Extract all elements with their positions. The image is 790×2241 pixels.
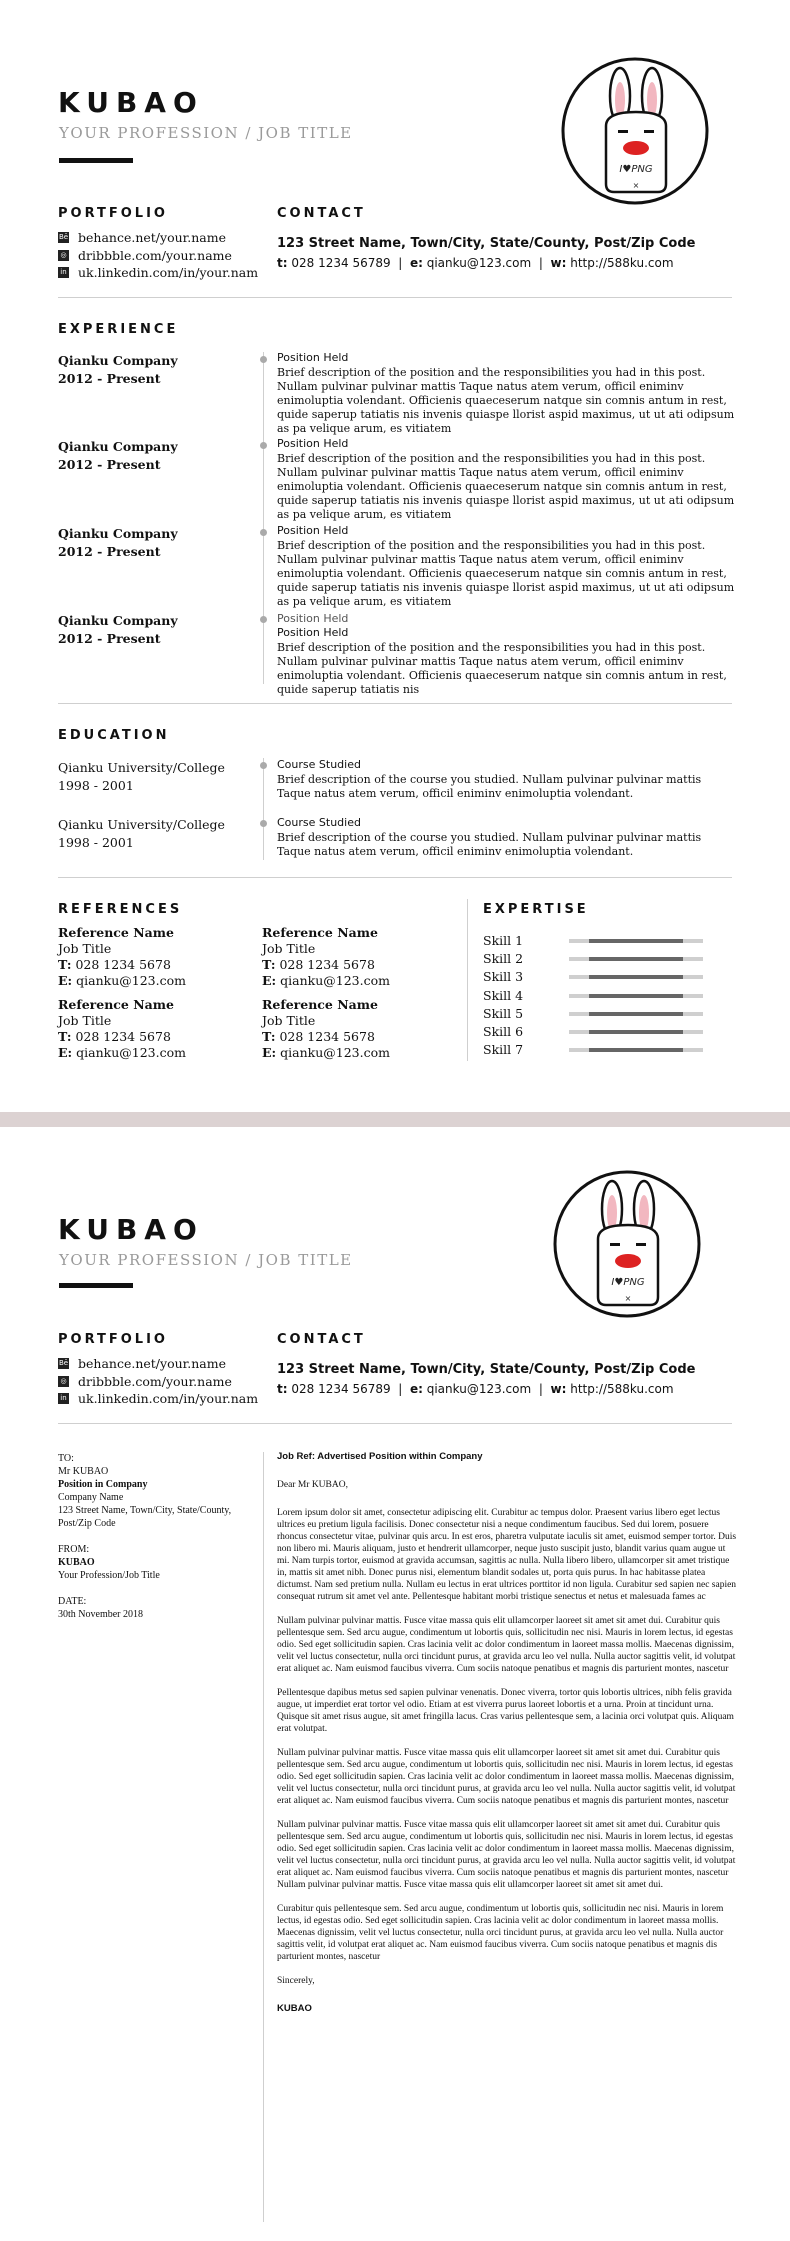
skill-name: Skill 4 [483,987,524,1003]
experience-position: Position Held [277,437,349,450]
mascot-label: I♥PNG [619,164,653,175]
timeline-dot [260,356,267,363]
skill-name: Skill 6 [483,1023,524,1039]
timeline-dot [260,529,267,536]
linkedin-icon: in [58,1393,69,1404]
contact-phone: 028 1234 56789 [291,1382,391,1396]
experience-heading: EXPERIENCE [58,322,179,337]
divider [58,1423,732,1424]
cover-letter-page [0,1127,790,2241]
skill-level-bar [569,939,703,943]
experience-description: Brief description of the position and the responsibilities you had in this post. Nullam pulvinar pulvinar mattis Taque natus atem verum, officil eniminv enimoluptia volendant. Officienis quaeceserum natque sin comnis antum in rest, quide saperup tatiatis nis invenis quiaspe llorist aspid maximus, ut ut ati odipsum as pa velique arum, es vitiatem [277,539,735,608]
page-separator [0,1112,790,1127]
contact-website[interactable]: http://588ku.com [570,256,674,270]
experience-description: Brief description of the position and the responsibilities you had in this post. Nullam pulvinar pulvinar mattis Taque natus atem verum, officil eniminv enimoluptia volendant. Officienis quaeceserum natque sin comnis antum in rest, quide saperup tatiatis nis invenis quiaspe llorist aspid maximus, ut ut ati odipsum as pa velique arum, es vitiatem [277,452,735,521]
reference-card: Reference Name Job Title T: 028 1234 5678 E: qianku@123.com [58,997,186,1060]
dribbble-icon: ◎ [58,1376,69,1387]
timeline-dot [260,442,267,449]
experience-company: Qianku Company 2012 - Present [58,439,178,472]
letter-paragraph: Curabitur quis pellentesque sem. Sed arcu augue, condimentum ut lobortis quis, sollicitudin nec nisi. Mauris in lorem lectus, id egestas odio. Sed eget sollicitudin sapien. Cras lacinia velit ac dolor condimentum in laoreet massa mollis. Maecenas dignissim, velit vel luctus consectetur, nulla orci tincidunt purus, at gravida arcu leo vel nulla. Nulla auctor sagittis velit, id volutpat erat aliquet ac. Nam euismod faucibus viverra. Cum sociis natoque penatibus et magnis dis parturient montes, nascetur [277,1904,724,1962]
column-divider [263,1452,264,2222]
contact-email[interactable]: qianku@123.com [426,256,532,270]
behance-icon: Bē [58,1359,69,1368]
skill-level-fill [589,975,683,979]
portfolio-link[interactable]: in uk.linkedin.com/in/your.nam [58,264,258,282]
reference-card: Reference Name Job Title T: 028 1234 5678 E: qianku@123.com [262,997,390,1060]
timeline-dot [260,762,267,769]
portfolio-link[interactable]: ◎ dribbble.com/your.name [58,247,258,265]
experience-company: Qianku Company 2012 - Present [58,526,178,559]
education-school: Qianku University/College 1998 - 2001 [58,817,225,850]
column-divider [467,899,468,1061]
skill-level-fill [589,1030,683,1034]
contact-email[interactable]: qianku@123.com [426,1382,532,1396]
signature: KUBAO [277,2003,312,2014]
timeline-dot [260,820,267,827]
experience-position: Position Held [277,351,349,364]
skill-level-fill [589,1012,683,1016]
avatar [560,56,710,206]
letter-paragraph: Nullam pulvinar pulvinar mattis. Fusce vitae massa quis elit ullamcorper laoreet sit amet sit amet dui. Curabitur quis pellentesque sem. Sed arcu augue, condimentum ut lobortis quis, sollicitudin nec nisi. Mauris in lorem lectus, id egestas odio. Sed eget sollicitudin sapien. Cras lacinia velit ac dolor condimentum in laoreet massa mollis. Maecenas dignissim, velit vel luctus consectetur, nulla orci tincidunt purus, at gravida arcu leo vel nulla. Nulla auctor sagittis velit, id volutpat erat aliquet ac. Nam euismod faucibus viverra. Cum sociis natoque penatibus et magnis dis parturient montes, nascetur [277,1748,736,1806]
divider [58,877,732,878]
svg-text:×: × [624,1294,632,1303]
reference-card: Reference Name Job Title T: 028 1234 5678 E: qianku@123.com [58,925,186,988]
job-reference: Job Ref: Advertised Position within Company [277,1451,483,1462]
skill-level-bar [569,994,703,998]
divider [58,703,732,704]
skill-level-bar [569,1048,703,1052]
education-course: Course Studied [277,816,361,829]
education-course: Course Studied [277,758,361,771]
education-school: Qianku University/College 1998 - 2001 [58,760,225,793]
bunny-mascot-icon [560,56,710,206]
closing: Sincerely, [277,1976,315,1986]
skill-level-fill [589,1048,683,1052]
contact-address: 123 Street Name, Town/City, State/County, Post/Zip Code [277,236,696,251]
letter-paragraph: Pellentesque dapibus metus sed sapien pulvinar venenatis. Donec viverra, tortor quis lobortis ultrices, nibh felis gravida augue, ut imperdiet erat tortor vel odio. Etiam at est viverra purus laoreet lobortis et a urna. Proin at tincidunt urna. Quisque sit amet risus augue, sit amet fringilla lacus. Cras varius pellentesque sem, a lacinia orci volutpat quis. Aliquam erat volutpat. [277,1688,734,1734]
title-underline [59,158,133,163]
timeline-line [263,352,264,684]
contact-heading: CONTACT [277,1332,366,1347]
letter-addresses: TO: Mr KUBAO Position in Company Company Name 123 Street Name, Town/City, State/County, Post/Zip Code FROM: KUBAO Your Profession/Job Title DATE: 30th November 2018 [58,1453,232,1620]
letter-body [277,1451,737,2027]
education-heading: EDUCATION [58,728,170,743]
page-title: KUBAO [58,86,204,119]
experience-description: Brief description of the position and the responsibilities you had in this post. Nullam pulvinar pulvinar mattis Taque natus atem verum, officil eniminv enimoluptia volendant. Officienis quaeceserum natque sin comnis antum in rest, quide saperup tatiatis nis invenis quiaspe llorist aspid maximus, ut ut ati odipsum as pa velique arum, es vitiatem [277,366,735,435]
divider [58,297,732,298]
portfolio-link[interactable]: Bē behance.net/your.name [58,1356,226,1372]
job-title: YOUR PROFESSION / JOB TITLE [59,1251,353,1269]
contact-address: 123 Street Name, Town/City, State/County, Post/Zip Code [277,1362,696,1377]
linkedin-icon: in [58,267,69,278]
letter-paragraph: Nullam pulvinar pulvinar mattis. Fusce vitae massa quis elit ullamcorper laoreet sit amet sit amet dui. Curabitur quis pellentesque sem. Sed arcu augue, condimentum ut lobortis quis, sollicitudin nec nisi. Mauris in lorem lectus, id egestas odio. Sed eget sollicitudin sapien. Cras lacinia velit ac dolor condimentum in laoreet massa mollis. Maecenas dignissim, velit vel luctus consectetur, nulla orci tincidunt purus, at gravida arcu leo vel nulla. Nulla auctor sagittis velit, id volutpat erat aliquet ac. Nam euismod faucibus viverra. Cum sociis natoque penatibus et magnis dis parturient montes, nascetur [277,1616,736,1674]
experience-company: Qianku Company 2012 - Present [58,613,178,646]
portfolio-heading: PORTFOLIO [58,206,168,221]
portfolio-links [58,229,258,282]
timeline-dot [260,616,267,623]
contact-line: t: 028 1234 56789 | e: qianku@123.com | w: http://588ku.com [277,1382,674,1396]
contact-heading: CONTACT [277,206,366,221]
expertise-heading: EXPERTISE [483,902,589,917]
skill-level-bar [569,1012,703,1016]
title-underline [59,1283,133,1288]
skill-name: Skill 7 [483,1042,524,1058]
skill-level-fill [589,994,683,998]
avatar [552,1169,702,1319]
skill-row [483,987,733,1005]
experience-position: Position Held [277,612,349,625]
skill-level-fill [589,939,683,943]
skill-row [483,950,733,968]
letter-paragraph: Nullam pulvinar pulvinar mattis. Fusce vitae massa quis elit ullamcorper laoreet sit amet sit amet dui. Curabitur quis pellentesque sem. Sed arcu augue, condimentum ut lobortis quis, sollicitudin nec nisi. Mauris in lorem lectus, id egestas odio. Sed eget sollicitudin sapien. Cras lacinia velit ac dolor condimentum in laoreet massa mollis. Maecenas dignissim, velit vel luctus consectetur, nulla orci tincidunt purus, at gravida arcu leo vel nulla. Nulla auctor sagittis velit, id volutpat erat aliquet ac. Nam euismod faucibus viverra. Cum sociis natoque penatibus et magnis dis parturient montes, nascetur Nullam pulvinar pulvinar mattis. Fusce vitae massa quis elit ullamcorper laoreet sit amet sit amet dui. [277,1820,736,1890]
skill-name: Skill 5 [483,1005,524,1021]
skill-level-fill [589,957,683,961]
experience-position: Position Held [277,626,349,639]
skill-level-bar [569,975,703,979]
skill-name: Skill 1 [483,933,524,948]
experience-position: Position Held [277,524,349,537]
contact-line: t: 028 1234 56789 | e: qianku@123.com | w: http://588ku.com [277,256,674,270]
behance-icon: Bē [58,233,69,242]
skill-name: Skill 2 [483,951,524,967]
contact-phone: 028 1234 56789 [291,256,391,270]
experience-company: Qianku Company 2012 - Present [58,353,178,386]
svg-text:×: × [632,181,640,190]
skill-row [483,968,733,986]
skill-level-bar [569,1030,703,1034]
timeline-line [263,758,264,860]
portfolio-link[interactable]: Bē behance.net/your.name [58,230,226,246]
job-title: YOUR PROFESSION / JOB TITLE [59,124,353,142]
portfolio-link[interactable]: in uk.linkedin.com/in/your.nam [58,1390,258,1408]
skill-level-bar [569,957,703,961]
skill-row [483,1041,733,1059]
page-title: KUBAO [58,1213,204,1246]
reference-card: Reference Name Job Title T: 028 1234 5678 E: qianku@123.com [262,925,390,988]
skill-name: Skill 3 [483,969,524,985]
bunny-mascot-icon [552,1169,702,1319]
references-heading: REFERENCES [58,902,183,917]
mascot-label: I♥PNG [611,1277,645,1288]
education-description: Brief description of the course you studied. Nullam pulvinar pulvinar mattis Taque natus atem verum, officil eniminv enimoluptia volendant. [277,773,702,800]
resume-page [0,0,790,1112]
portfolio-heading: PORTFOLIO [58,1332,168,1347]
dribbble-icon: ◎ [58,250,69,261]
contact-website[interactable]: http://588ku.com [570,1382,674,1396]
portfolio-link[interactable]: ◎ dribbble.com/your.name [58,1373,258,1391]
skill-row [483,1005,733,1023]
education-description: Brief description of the course you studied. Nullam pulvinar pulvinar mattis Taque natus atem verum, officil eniminv enimoluptia volendant. [277,831,702,858]
salutation: Dear Mr KUBAO, [277,1480,348,1490]
portfolio-links [58,1355,258,1408]
skills-list [483,932,733,1061]
experience-description: Brief description of the position and the responsibilities you had in this post. Nullam pulvinar pulvinar mattis Taque natus atem verum, officil eniminv enimoluptia volendant. Officienis quaeceserum natque sin comnis antum in rest, quide saperup tatiatis nis [277,641,727,696]
skill-row [483,1023,733,1041]
letter-paragraph: Lorem ipsum dolor sit amet, consectetur adipiscing elit. Curabitur ac tempus dolor. Praesent varius libero eget lectus ultrices eu pretium ligula facilisis. Donec consectetur nisi a neque condimentum faucibus. Sed dui lorem, posuere rhoncus consectetur vitae, pulvinar quis arcu. In est eros, pharetra vulputate iaculis sit amet, euismod semper tortor. Duis non libero mi. Mauris aliquam, justo et hendrerit ullamcorper, neque justo suscipit justo, blandit varius quam augue ut mi. Nam turpis tortor, euismod at gravida accumsan, sagittis ac nulla. Nulla libero libero, ullamcorper sit amet tristique in, mattis sit amet nibh. Donec purus nisi, elementum blandit sodales ut, porta quis purus. In hac habitasse platea dictumst. Nam sed pretium nulla. Nullam eu lectus in erat ultrices porttitor id non ligula. Curabitur sed sapien nec sapien consequat rutrum sit amet vel ante. Pellentesque habitant morbi tristique senectus et netus et malesuada fames ac [277,1508,737,1602]
skill-row [483,932,733,950]
